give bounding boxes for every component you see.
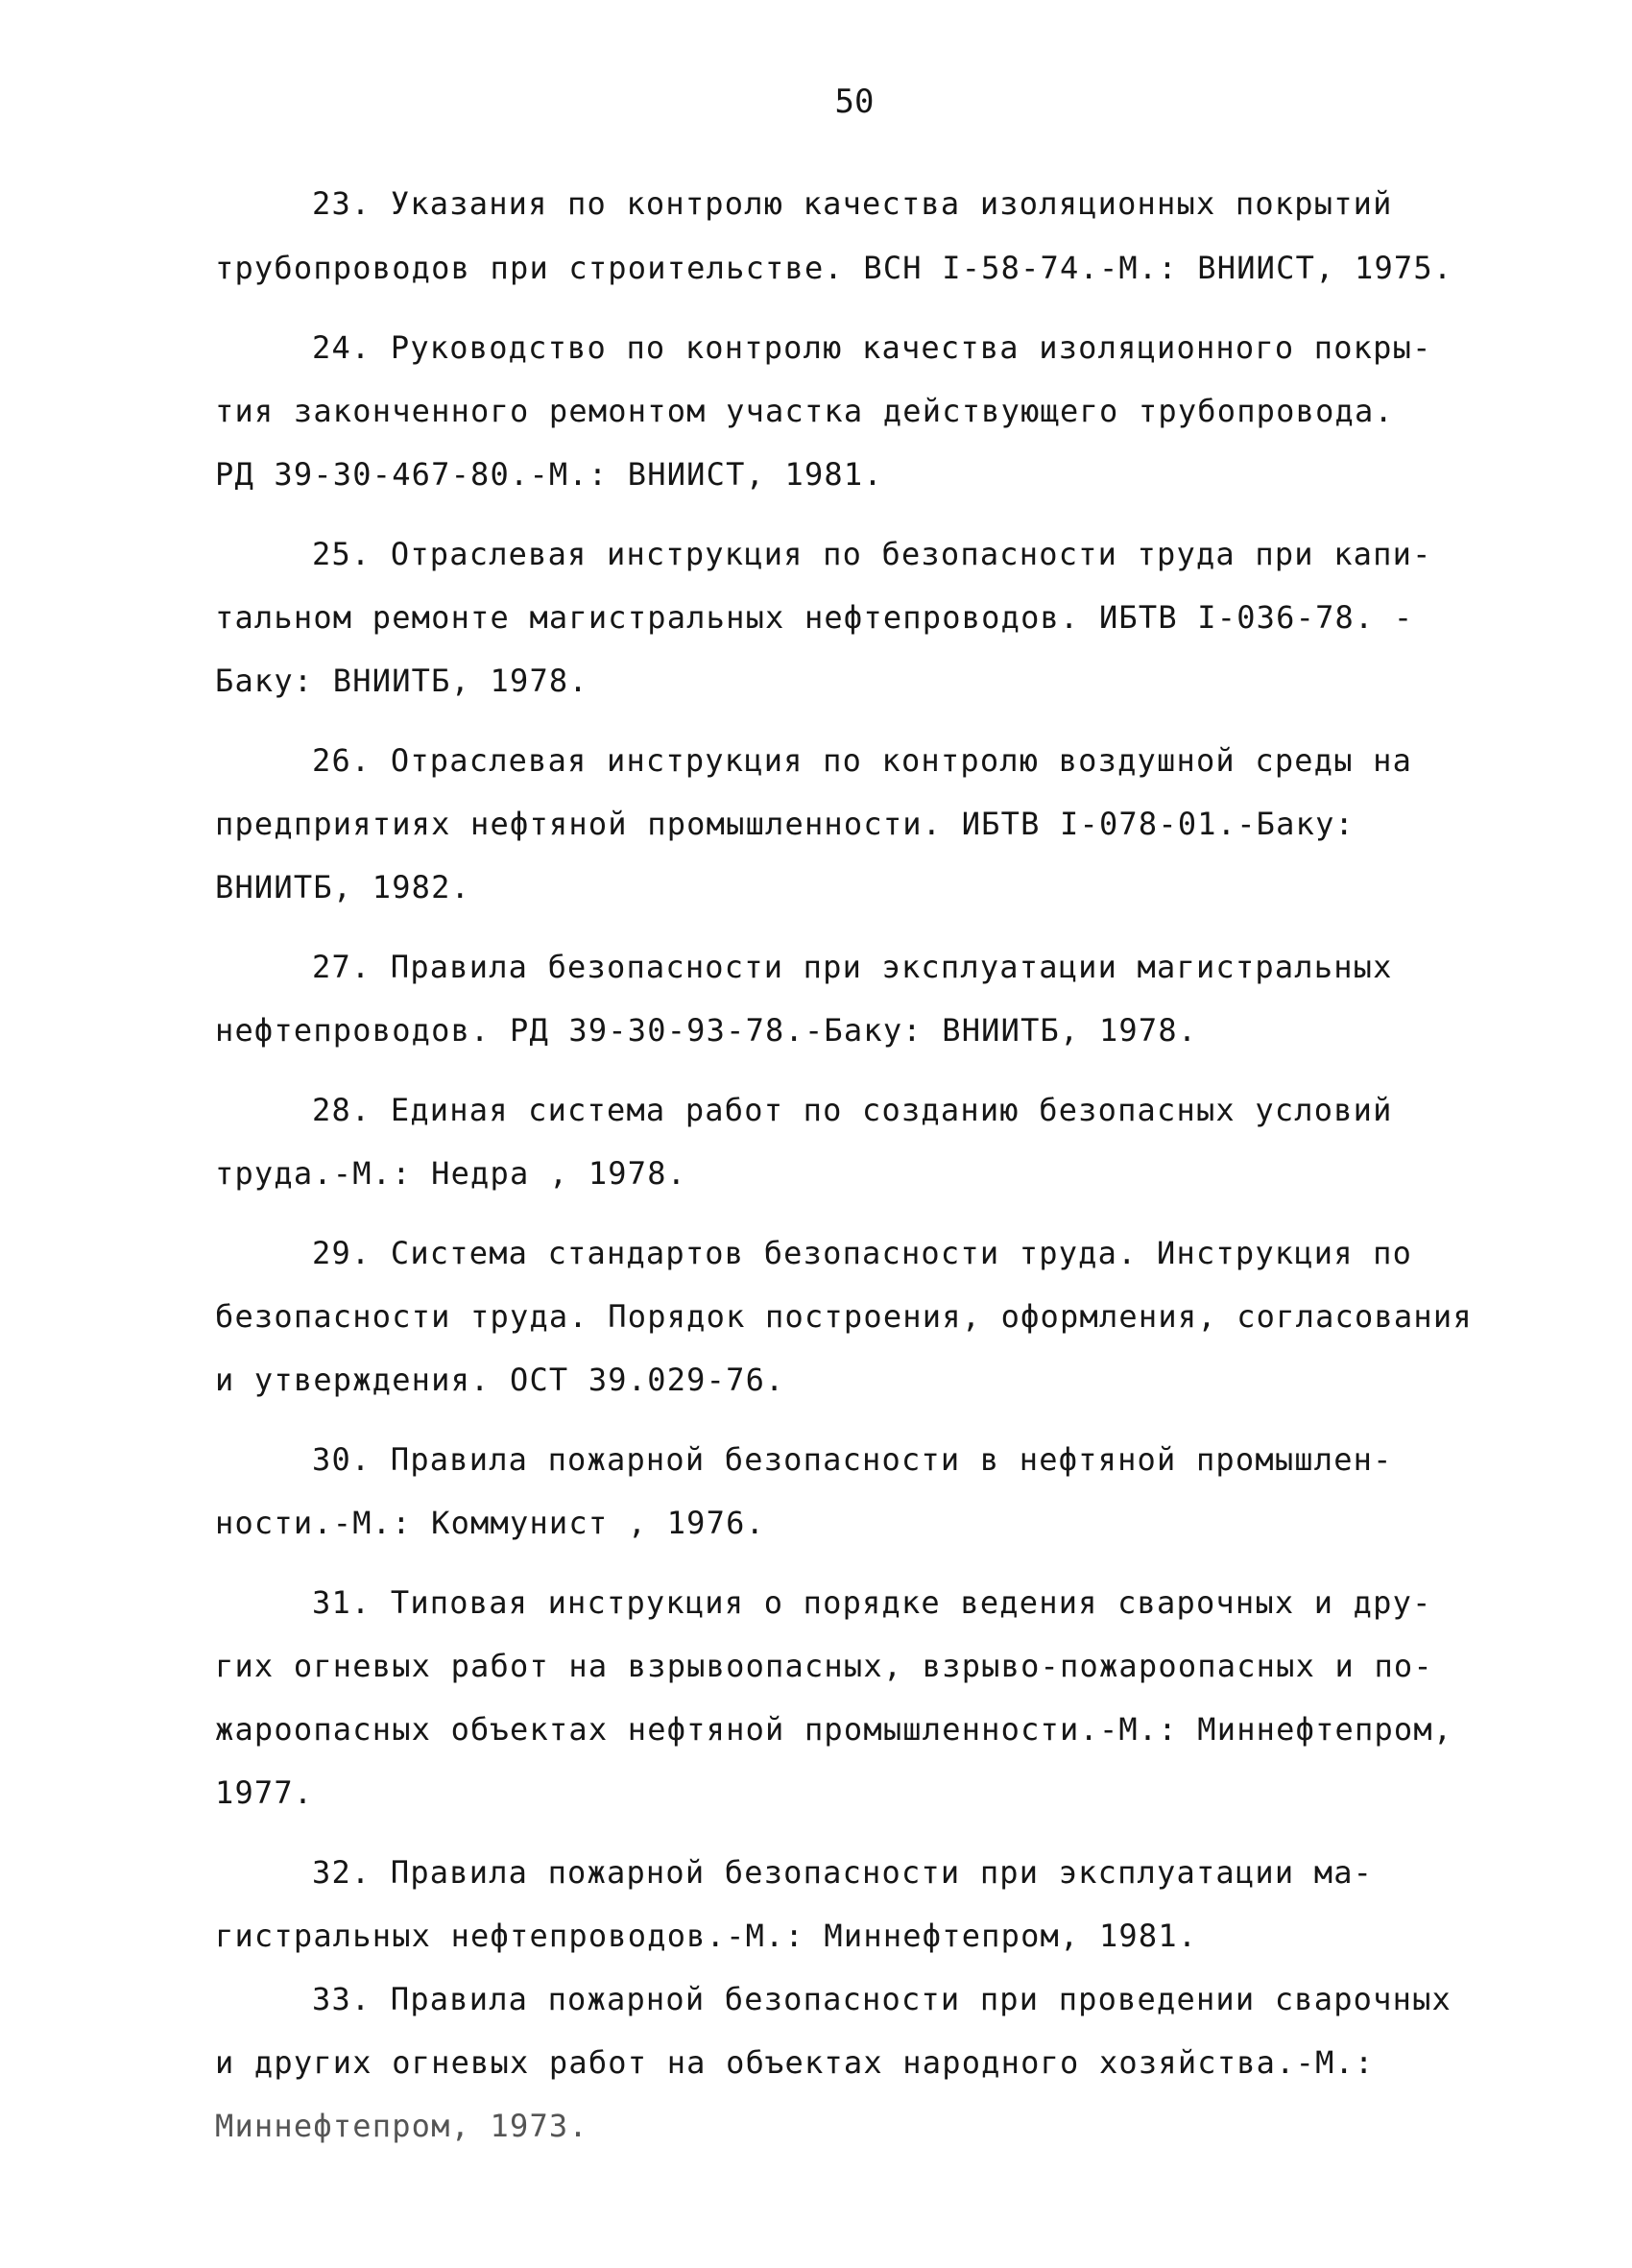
reference-line: нефтепроводов. РД 39-30-93-78.-Баку: ВНИИТБ, 1978. [215,1012,1198,1049]
reference-line: и утверждения. ОСТ 39.029-76. [215,1362,785,1398]
reference-line: ВНИИТБ, 1982. [215,869,471,905]
reference-line: 23. Указания по контролю качества изоляционных покрытий [312,185,1393,222]
reference-line: Баку: ВНИИТБ, 1978. [215,663,588,699]
reference-line: 29. Система стандартов безопасности труда. Инструкция по [312,1235,1413,1271]
reference-line: 1977. [215,1774,314,1811]
reference-line: тальном ремонте магистральных нефтепроводов. ИБТВ I-036-78. - [215,599,1414,636]
reference-line: РД 39-30-467-80.-М.: ВНИИСТ, 1981. [215,456,883,493]
reference-line: 26. Отраслевая инструкция по контролю воздушной среды на [312,742,1413,779]
reference-line: и других огневых работ на объектах народного хозяйства.-М.: [215,2044,1375,2081]
reference-line: тия законченного ремонтом участка действующего трубопровода. [215,393,1394,429]
reference-line: 28. Единая система работ по созданию безопасных условий [312,1092,1393,1128]
reference-line: 31. Типовая инструкция о порядке ведения сварочных и дру- [312,1584,1432,1621]
reference-line: 32. Правила пожарной безопасности при эксплуатации ма- [312,1854,1374,1891]
reference-line: безопасности труда. Порядок построения, оформления, согласования [215,1298,1473,1335]
reference-line: 25. Отраслевая инструкция по безопасности труда при капи- [312,536,1432,572]
reference-line: 33. Правила пожарной безопасности при проведении сварочных [312,1981,1452,2017]
reference-line: Миннефтепром, 1973. [215,2108,588,2144]
reference-line: гих огневых работ на взрывоопасных, взрыво-пожароопасных и по- [215,1648,1433,1684]
reference-line: гистральных нефтепроводов.-М.: Миннефтепром, 1981. [215,1918,1198,1954]
reference-line: предприятиях нефтяной промышленности. ИБТВ I-078-01.-Баку: [215,806,1356,842]
reference-line: 24. Руководство по контролю качества изоляционного покры- [312,329,1432,366]
reference-line: жароопасных объектах нефтяной промышленности.-М.: Миннефтепром, [215,1711,1453,1748]
reference-line: 30. Правила пожарной безопасности в нефтяной промышлен- [312,1441,1393,1478]
reference-line: 27. Правила безопасности при эксплуатации магистральных [312,949,1393,985]
reference-line: ности.-М.: Коммунист , 1976. [215,1505,766,1541]
page-number: 50 [834,83,875,121]
reference-line: трубопроводов при строительстве. ВСН I-58-74.-М.: ВНИИСТ, 1975. [215,250,1453,286]
reference-line: труда.-М.: Недра , 1978. [215,1155,687,1192]
